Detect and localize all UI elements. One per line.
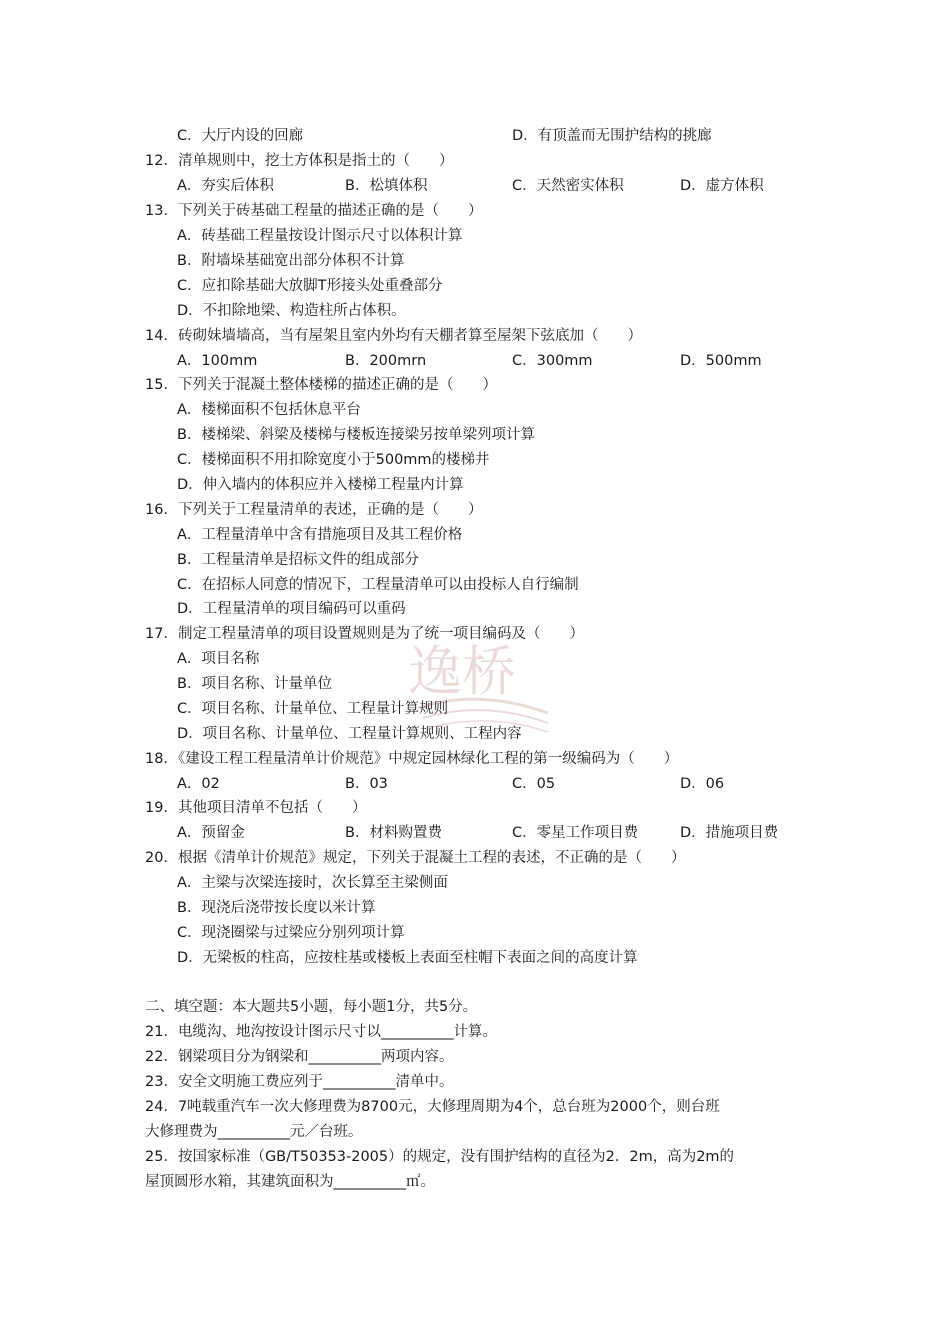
- q20-option-a: A．主梁与次梁连接时，次长算至主梁侧面: [177, 875, 448, 891]
- q16-option-d: D．工程量清单的项目编码可以重码: [177, 601, 406, 617]
- q12-stem: 12．清单规则中，挖土方体积是指土的（ ）: [145, 153, 454, 169]
- q15-option-d: D．伸入墙内的体积应并入楼梯工程量内计算: [177, 477, 464, 493]
- q17-stem: 17．制定工程量清单的项目设置规则是为了统一项目编码及（ ）: [145, 626, 584, 642]
- q19-option-a: A．预留金: [177, 825, 245, 841]
- q25-line2: 屋顶圆形水箱，其建筑面积为__________㎡。: [145, 1174, 435, 1190]
- q12-option-b: B．松填体积: [345, 178, 428, 194]
- q18-option-a: A．02: [177, 776, 220, 792]
- q17-option-d: D．项目名称、计量单位、工程量计算规则、工程内容: [177, 726, 522, 742]
- q19-option-b: B．材料购置费: [345, 825, 442, 841]
- q16-option-a: A．工程量清单中含有措施项目及其工程价格: [177, 527, 463, 543]
- q20-option-c: C．现浇圈梁与过梁应分别列项计算: [177, 925, 405, 941]
- q14-stem: 14．砖砌妹墙墙高，当有屋架且室内外均有天棚者算至屋架下弦底加（ ）: [145, 328, 642, 344]
- q20-option-d: D．无梁板的柱高，应按柱基或楼板上表面至柱帽下表面之间的高度计算: [177, 950, 638, 966]
- q16-option-c: C．在招标人同意的情况下，工程量清单可以由投标人自行编制: [177, 577, 579, 593]
- q21: 21．电缆沟、地沟按设计图示尺寸以__________计算。: [145, 1024, 497, 1040]
- q14-option-a: A．100mm: [177, 353, 258, 369]
- q12-option-a: A．夯实后体积: [177, 178, 274, 194]
- q25-line1: 25．按国家标准（GB/T50353-2005）的规定，没有围护结构的直径为2．2m，高为2m的: [145, 1149, 735, 1165]
- q18-option-d: D．06: [680, 776, 725, 792]
- q17-option-c: C．项目名称、计量单位、工程量计算规则: [177, 701, 449, 717]
- watermark-logo: [398, 628, 558, 738]
- q11-option-d: D．有顶盖而无围护结构的挑廊: [512, 128, 712, 144]
- q16-option-b: B．工程量清单是招标文件的组成部分: [177, 552, 419, 568]
- q20-stem: 20．根据《清单计价规范》规定，下列关于混凝土工程的表述，不正确的是（ ）: [145, 850, 686, 866]
- q13-option-a: A．砖基础工程量按设计图示尺寸以体积计算: [177, 228, 463, 244]
- q23: 23．安全文明施工费应列于__________清单中。: [145, 1074, 454, 1090]
- watermark-text: 逸桥: [408, 640, 516, 703]
- q20-option-b: B．现浇后浇带按长度以米计算: [177, 900, 376, 916]
- q12-option-d: D．虚方体积: [680, 178, 764, 194]
- q15-option-c: C．楼梯面积不用扣除宽度小于500mm的楼梯井: [177, 452, 490, 468]
- q15-option-b: B．楼梯梁、斜梁及楼梯与楼板连接梁另按单梁列项计算: [177, 427, 535, 443]
- q15-stem: 15．下列关于混凝土整体楼梯的描述正确的是（ ）: [145, 377, 497, 393]
- q11-option-c: C．大厅内设的回廊: [177, 128, 304, 144]
- q19-stem: 19．其他项目清单不包括（ ）: [145, 800, 367, 816]
- q22: 22．钢梁项目分为钢梁和__________两项内容。: [145, 1049, 454, 1065]
- q14-option-c: C．300mm: [512, 353, 593, 369]
- q14-option-b: B．200mrn: [345, 353, 427, 369]
- q16-stem: 16．下列关于工程量清单的表述，正确的是（ ）: [145, 502, 483, 518]
- q13-option-b: B．附墙垛基础宽出部分体积不计算: [177, 253, 405, 269]
- q13-option-c: C．应扣除基础大放脚T形接头处重叠部分: [177, 278, 443, 294]
- q24-line2: 大修理费为__________元／台班。: [145, 1124, 363, 1140]
- q13-stem: 13．下列关于砖基础工程量的描述正确的是（ ）: [145, 203, 483, 219]
- q18-option-c: C．05: [512, 776, 556, 792]
- q12-option-c: C．天然密实体积: [512, 178, 624, 194]
- q19-option-d: D．措施项目费: [680, 825, 779, 841]
- q18-stem: 18．《建设工程工程量清单计价规范》中规定园林绿化工程的第一级编码为（ ）: [145, 751, 679, 767]
- section2-heading: 二、填空题：本大题共5小题，每小题1分，共5分。: [145, 999, 478, 1015]
- q18-option-b: B．03: [345, 776, 388, 792]
- q24-line1: 24．7吨载重汽车一次大修理费为8700元，大修理周期为4个，总台班为2000个，则台班: [145, 1099, 720, 1115]
- q17-option-a: A．项目名称: [177, 651, 260, 667]
- q14-option-d: D．500mm: [680, 353, 762, 369]
- q17-option-b: B．项目名称、计量单位: [177, 676, 332, 692]
- q13-option-d: D．不扣除地梁、构造柱所占体积。: [177, 303, 406, 319]
- q15-option-a: A．楼梯面积不包括休息平台: [177, 402, 361, 418]
- q19-option-c: C．零星工作项目费: [512, 825, 639, 841]
